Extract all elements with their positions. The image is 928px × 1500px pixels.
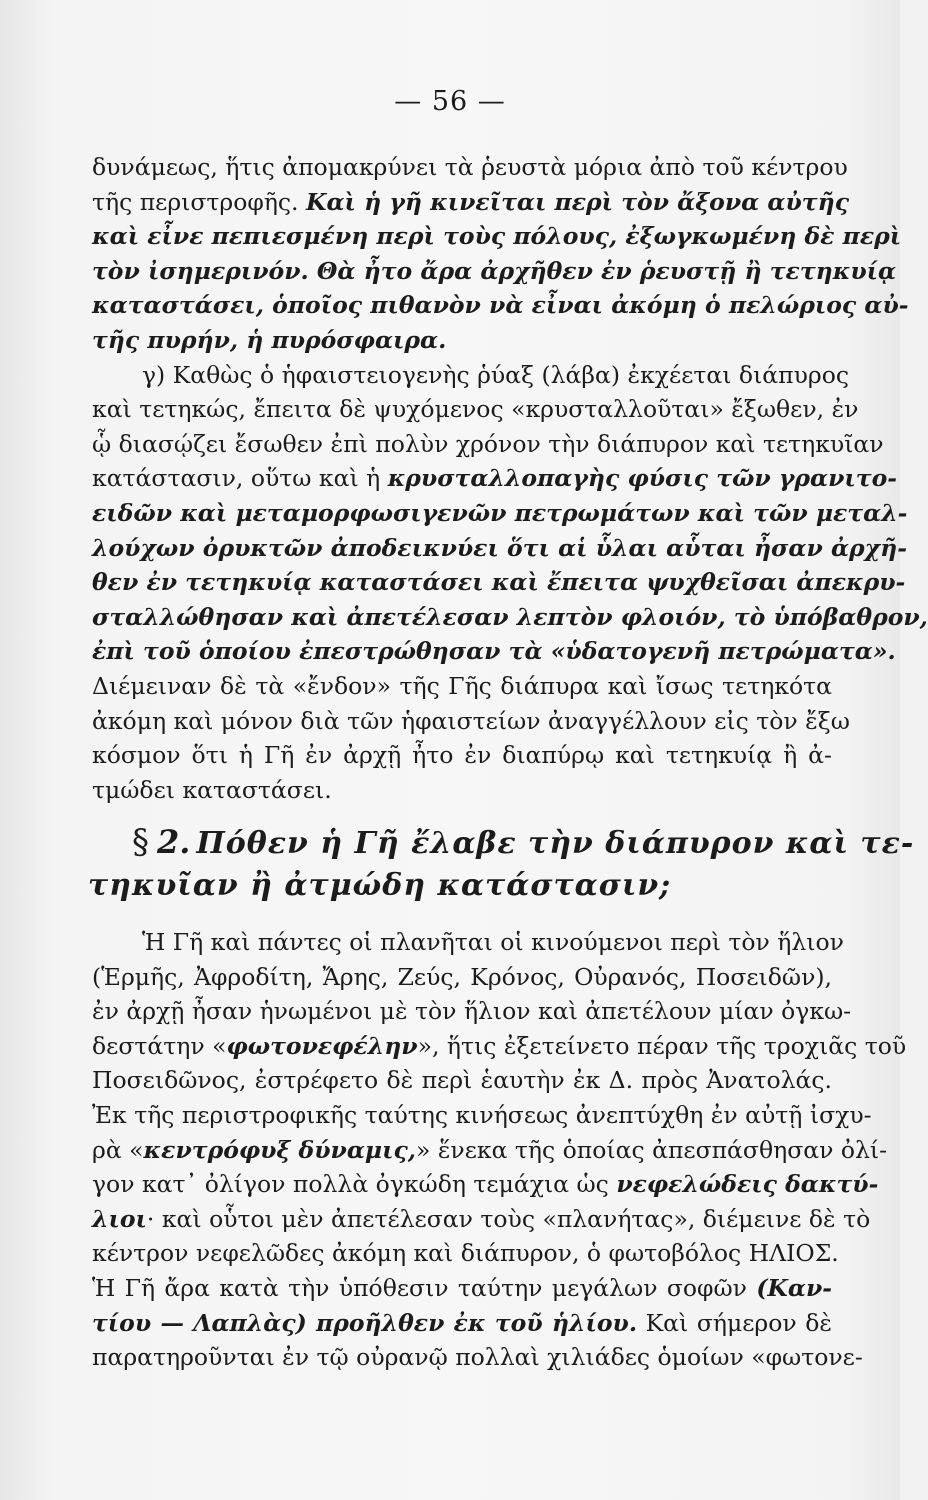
body-text-upper	[92, 150, 928, 807]
body-text-lower	[92, 925, 907, 1375]
text-line: ἀκόμη καὶ μόνον διὰ τῶν ἡφαιστείων ἀναγγέλλουν εἰς τὸν ἔξω	[92, 706, 850, 735]
text-line: τίου — Λαπλὰς) προῆλθεν ἐκ τοῦ ἡλίου. Καὶ σήμερον δὲ	[92, 1308, 832, 1337]
text-line: κέντρον νεφελῶδες ἀκόμη καὶ διάπυρον, ὁ φωτοβόλος ΗΛΙΟΣ.	[92, 1239, 839, 1268]
section-title-cont: τηκυῖαν ἢ ἀτμώδη κατάστασιν;	[88, 868, 672, 903]
text-line: κατάστασιν, οὕτω καὶ ἡ κρυσταλλοπαγὴς φύσις τῶν γρανιτο-	[92, 464, 898, 493]
text-line: ειδῶν καὶ μεταμορφωσιγενῶν πετρωμάτων καὶ τῶν μεταλ-	[92, 498, 908, 527]
section-title: Πόθεν ἡ Γῆ ἔλαβε τὴν διάπυρον καὶ τε-	[196, 826, 915, 861]
text-line: θεν ἐν τετηκυίᾳ καταστάσει καὶ ἔπειτα ψυχθεῖσαι ἀπεκρυ-	[92, 568, 906, 597]
section-heading-line	[132, 820, 915, 864]
text-line: γον κατ᾽ ὀλίγον πολλὰ ὀγκώδη τεμάχια ὡς νεφελώδεις δακτύ-	[92, 1170, 879, 1199]
text-line: λούχων ὀρυκτῶν ἀποδεικνύει ὅτι αἱ ὗλαι αὗται ἦσαν ἀρχῆ-	[92, 533, 907, 562]
text-line: σταλλώθησαν καὶ ἀπετέλεσαν λεπτὸν φλοιόν, τὸ ὑπόβαθρον,	[92, 602, 928, 631]
text-line: τῆς πυρήν, ἡ πυρόσφαιρα.	[92, 325, 447, 354]
text-line: Ἡ Γῆ ἄρα κατὰ τὴν ὑπόθεσιν ταύτην μεγάλων σοφῶν (Καν-	[92, 1273, 832, 1302]
text-line: κόσμον ὅτι ἡ Γῆ ἐν ἀρχῇ ἦτο ἐν διαπύρῳ καὶ τετηκυίᾳ ἢ ἀ-	[92, 741, 832, 770]
text-line: (Ἑρμῆς, Ἀφροδίτη, Ἄρης, Ζεύς, Κρόνος, Οὐρανός, Ποσειδῶν),	[92, 962, 832, 991]
section-symbol: §	[132, 822, 149, 862]
text-line: τῆς περιστροφῆς. Καὶ ἡ γῆ κινεῖται περὶ τὸν ἄξονα αὐτῆς	[92, 187, 850, 216]
text-line: δυνάμεως, ἥτις ἀπομακρύνει τὰ ῥευστὰ μόρια ἀπὸ τοῦ κέντρου	[92, 153, 848, 181]
text-line: καταστάσει, ὁποῖος πιθανὸν νὰ εἶναι ἀκόμη ὁ πελώριος αὐ-	[92, 291, 909, 320]
text-line: λιοι· καὶ οὗτοι μὲν ἀπετέλεσαν τοὺς «πλανήτας», διέμεινε δὲ τὸ	[92, 1204, 871, 1233]
text-line: γ) Καθὼς ὁ ἡφαιστειογενὴς ῥύαξ (λάβα) ἐκχέεται διάπυρος	[142, 360, 850, 389]
text-line: καὶ τετηκώς, ἔπειτα δὲ ψυχόμενος «κρυσταλλοῦται» ἔξωθεν, ἐν	[92, 395, 859, 424]
text-line: Διέμειναν δὲ τὰ «ἔνδον» τῆς Γῆς διάπυρα καὶ ἴσως τετηκότα	[92, 671, 832, 700]
section-heading	[88, 820, 915, 908]
text-line: Ἡ Γῆ καὶ πάντες οἱ πλανῆται οἱ κινούμενοι περὶ τὸν ἥλιον	[142, 928, 844, 956]
text-line: Ἐκ τῆς περιστροφικῆς ταύτης κινήσεως ἀνεπτύχθη ἐν αὐτῇ ἰσχυ-	[92, 1100, 872, 1129]
text-line: δεστάτην «φωτονεφέλην», ἥτις ἐξετείνετο πέραν τῆς τροχιᾶς τοῦ	[92, 1031, 907, 1060]
text-line: ἐν ἀρχῇ ἦσαν ἡνωμένοι μὲ τὸν ἥλιον καὶ ἀπετέλουν μίαν ὀγκω-	[92, 997, 852, 1026]
page-number: — 56 —	[394, 86, 506, 117]
text-line: ρὰ «κεντρόφυξ δύναμις,» ἕνεκα τῆς ὁποίας ἀπεσπάσθησαν ὀλί-	[92, 1135, 888, 1164]
text-line: καὶ εἶνε πεπιεσμένη περὶ τοὺς πόλους, ἐξωγκωμένη δὲ περὶ	[92, 222, 902, 251]
text-line: Ποσειδῶνος, ἐστρέφετο δὲ περὶ ἑαυτὴν ἐκ Δ. πρὸς Ἀνατολάς.	[92, 1066, 832, 1095]
text-line: τμώδει καταστάσει.	[92, 775, 332, 804]
text-line: ᾧ διασῴζει ἔσωθεν ἐπὶ πολὺν χρόνον τὴν διάπυρον καὶ τετηκυῖαν	[92, 429, 884, 458]
text-line: ἐπὶ τοῦ ὁποίου ἐπεστρώθησαν τὰ «ὑδατογενῆ πετρώματα».	[92, 637, 896, 666]
section-heading-line	[88, 864, 832, 908]
text-line: τὸν ἰσημερινόν. Θὰ ἦτο ἄρα ἀρχῆθεν ἐν ῥευστῇ ἢ τετηκυίᾳ	[92, 256, 897, 285]
text-line: παρατηροῦνται ἐν τῷ οὐρανῷ πολλαὶ χιλιάδες ὁμοίων «φωτονε-	[92, 1343, 863, 1372]
section-number: 2.	[157, 823, 191, 861]
